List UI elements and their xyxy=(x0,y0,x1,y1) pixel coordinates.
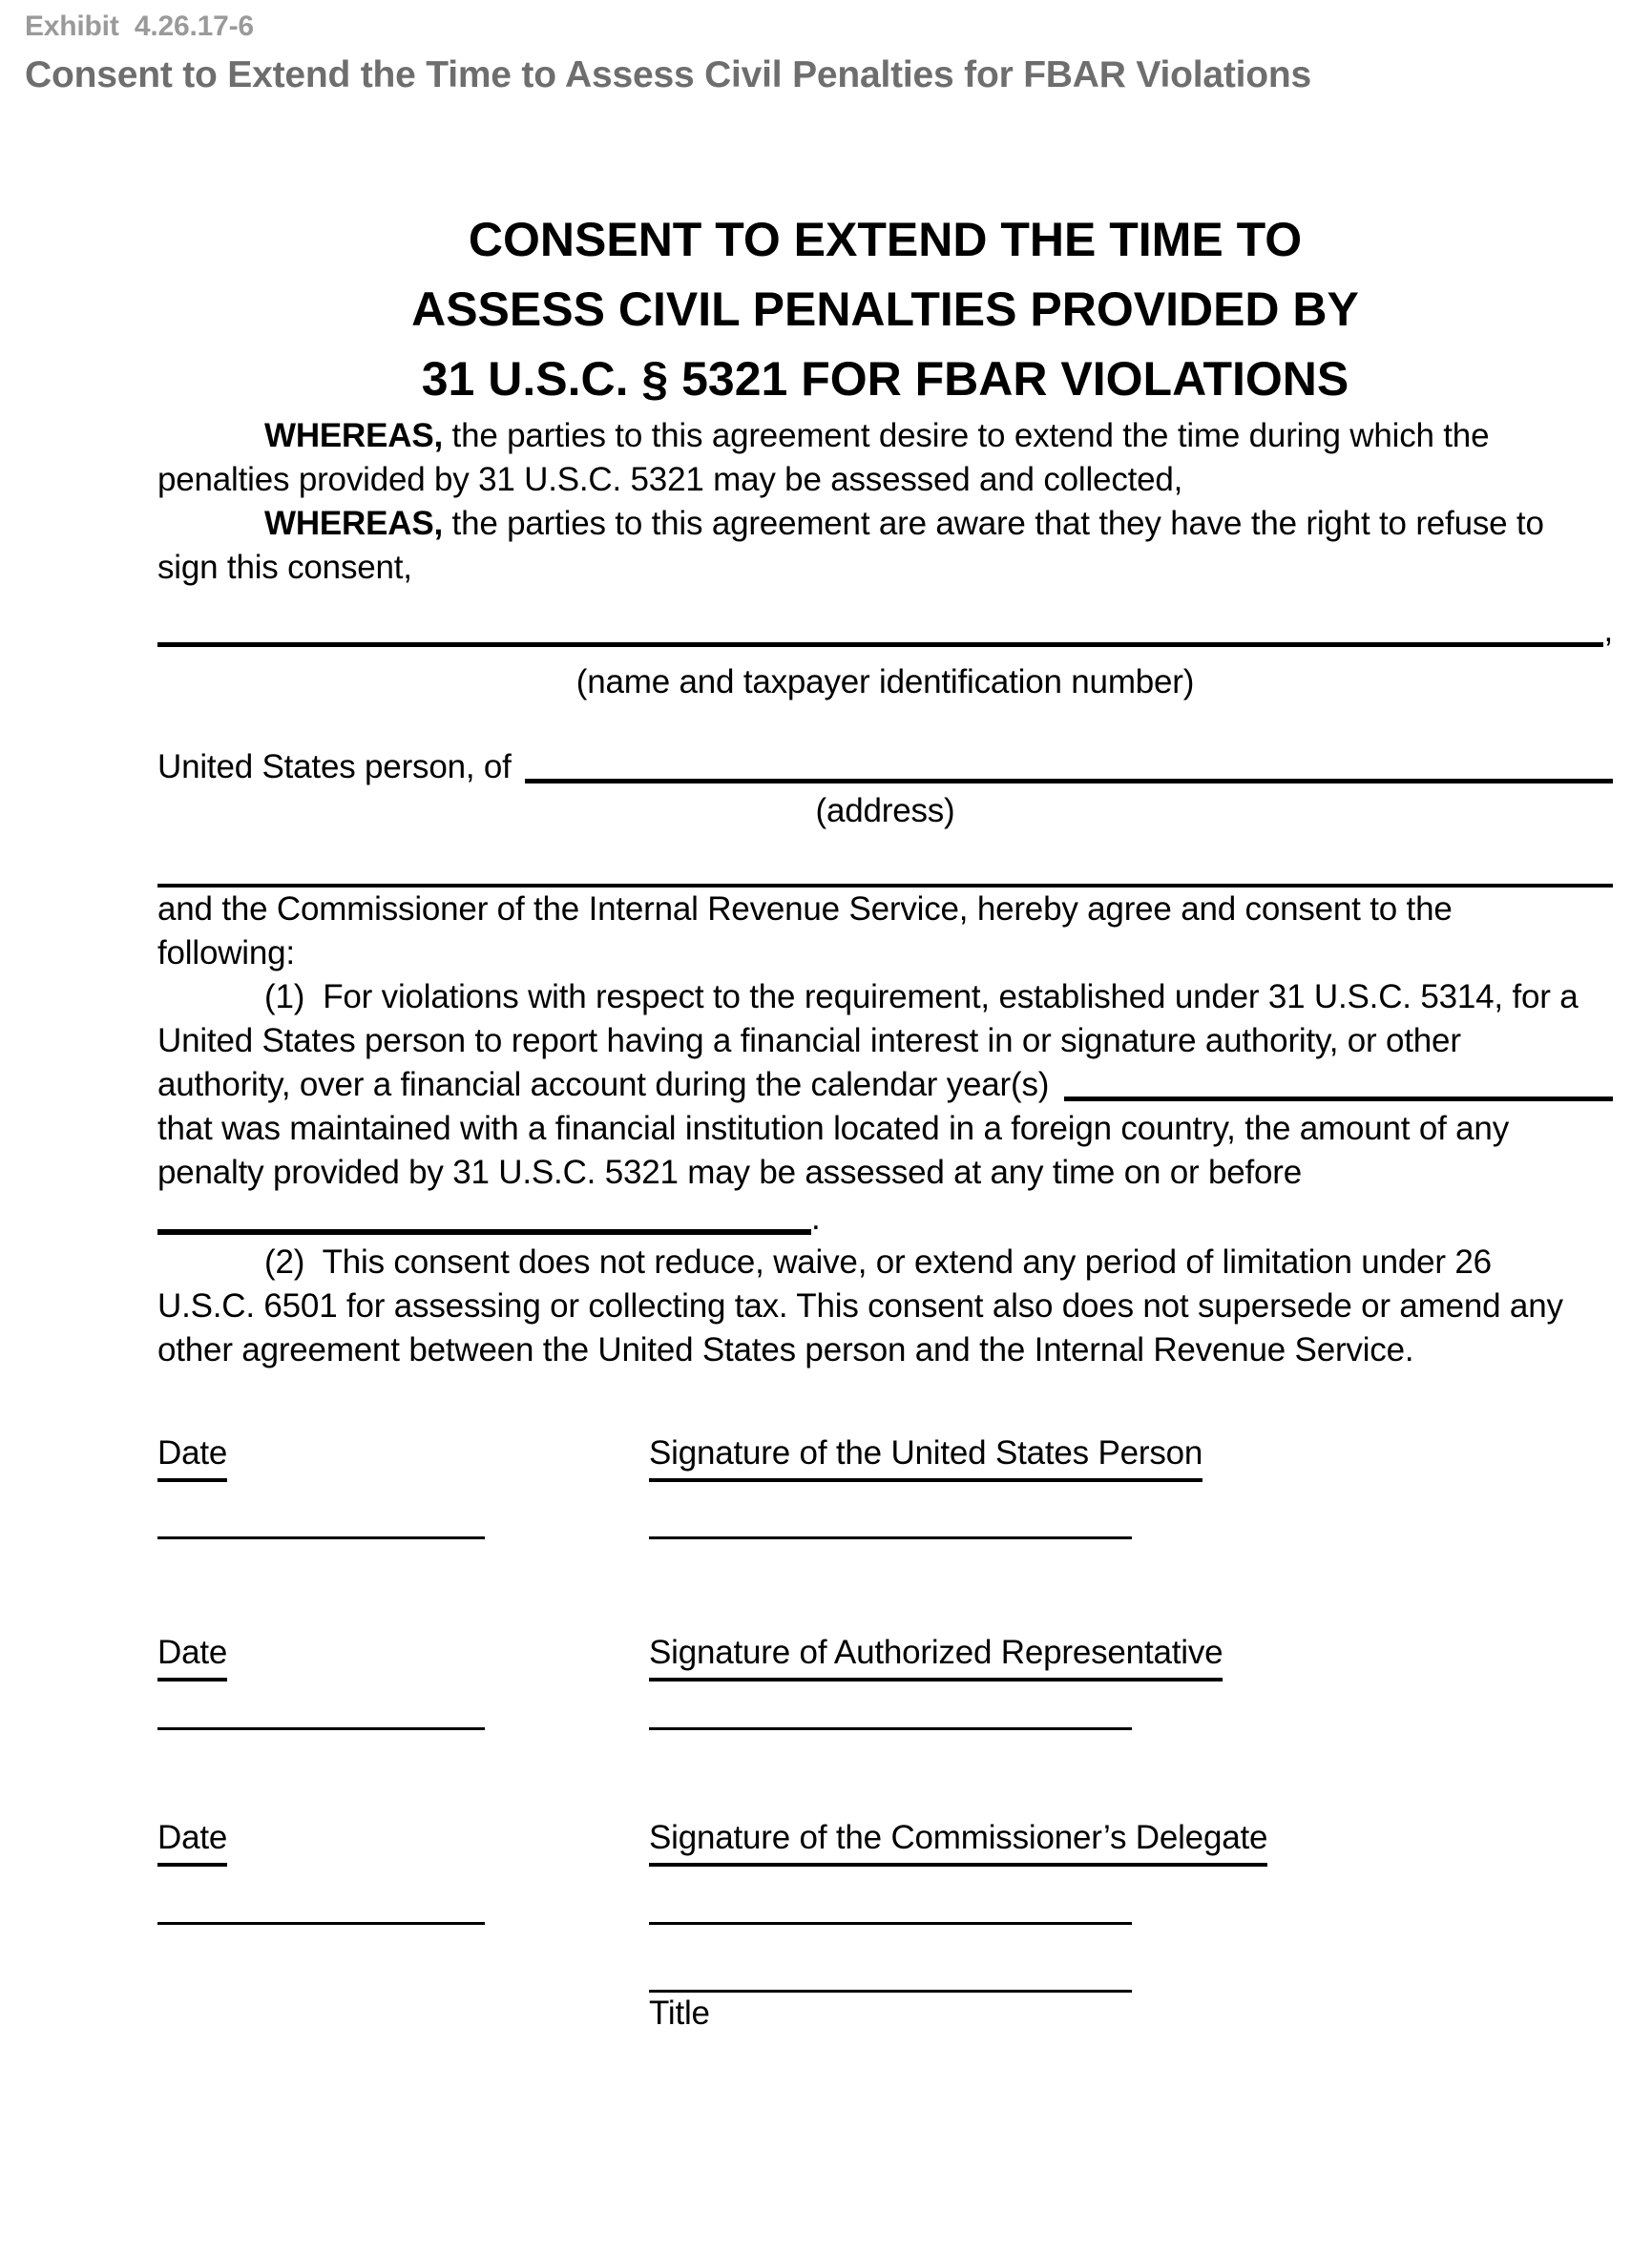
document-title-line-2: ASSESS CIVIL PENALTIES PROVIDED BY xyxy=(411,282,1359,336)
document-title-line-1: CONSENT TO EXTEND THE TIME TO xyxy=(468,213,1303,266)
signature-heading-row-3 xyxy=(157,1816,1613,1867)
signature-heading-1: Signature of the United States Person xyxy=(649,1431,1202,1482)
agreement-line-2: following: xyxy=(157,934,295,971)
commissioner-title-row xyxy=(649,1990,1613,1993)
agreement-line-1: and the Commissioner of the Internal Revenue Service, hereby agree and consent to the xyxy=(157,890,1453,928)
name-field-row xyxy=(157,609,1613,653)
whereas-1-text: the parties to this agreement desire to extend the time during which the xyxy=(443,417,1490,454)
assessment-deadline-field-line[interactable] xyxy=(157,1229,811,1235)
paragraph-item-1 xyxy=(157,975,1613,1195)
address-field-label: United States person, of xyxy=(157,748,512,785)
name-field-line[interactable] xyxy=(157,642,1603,647)
document-title xyxy=(157,205,1613,414)
name-field-caption: (name and taxpayer identification number) xyxy=(575,663,1195,700)
exhibit-title: Consent to Extend the Time to Assess Civil Penalties for FBAR Violations xyxy=(25,54,1311,95)
paragraph-whereas-2 xyxy=(157,502,1613,590)
document-body xyxy=(157,205,1613,2033)
signature-field-line-2[interactable] xyxy=(649,1727,1132,1730)
item-2-line-2: U.S.C. 6501 for assessing or collecting tax. This consent also does not supersede or amend any xyxy=(157,1287,1563,1325)
item-2-line-3: other agreement between the United States person and the Internal Revenue Service. xyxy=(157,1331,1414,1368)
page-header xyxy=(0,0,1652,97)
paragraph-whereas-1 xyxy=(157,414,1613,502)
signature-heading-row-1 xyxy=(157,1431,1613,1482)
commissioner-title-field-line[interactable] xyxy=(649,1990,1132,1993)
whereas-1-line-2: penalties provided by 31 U.S.C. 5321 may be assessed and collected, xyxy=(157,461,1183,498)
whereas-2-lead: WHEREAS, xyxy=(264,505,444,542)
date-heading-3: Date xyxy=(157,1816,227,1867)
signature-field-line-1[interactable] xyxy=(649,1536,1132,1539)
signature-heading-row-2 xyxy=(157,1631,1613,1682)
signature-field-line-3[interactable] xyxy=(649,1922,1132,1925)
item-2-line-1: (2) This consent does not reduce, waive, or extend any period of limitation under 26 xyxy=(264,1243,1492,1281)
item-1-line-5: penalty provided by 31 U.S.C. 5321 may be assessed at any time on or before xyxy=(157,1154,1303,1191)
address-field-line[interactable] xyxy=(525,779,1613,783)
whereas-2-text: the parties to this agreement are aware that they have the right to refuse to xyxy=(443,505,1544,542)
paragraph-agreement xyxy=(157,888,1613,975)
deadline-field-row xyxy=(157,1197,1613,1241)
calendar-years-field-line[interactable] xyxy=(1064,1097,1613,1101)
signature-heading-2: Signature of Authorized Representative xyxy=(649,1631,1223,1682)
address-field-row xyxy=(157,745,1613,789)
exhibit-number: Exhibit 4.26.17-6 xyxy=(25,10,254,42)
paragraph-item-2 xyxy=(157,1241,1613,1372)
whereas-1-lead: WHEREAS, xyxy=(264,417,444,454)
date-field-line-3[interactable] xyxy=(157,1922,485,1925)
date-heading-2: Date xyxy=(157,1631,227,1682)
name-field-suffix: , xyxy=(1603,612,1613,649)
signature-heading-3: Signature of the Commissioner’s Delegate xyxy=(649,1816,1267,1867)
whereas-2-line-2: sign this consent, xyxy=(157,549,412,586)
item-1-line-1: (1) For violations with respect to the requirement, established under 31 U.S.C. 5314, for a xyxy=(264,978,1579,1015)
item-1-line-4: that was maintained with a financial institution located in a foreign country, the amount of any xyxy=(157,1110,1509,1147)
date-heading-1: Date xyxy=(157,1431,227,1482)
date-field-line-1[interactable] xyxy=(157,1536,485,1539)
item-1-line-3-row xyxy=(157,1063,1613,1107)
signature-blank-row-2 xyxy=(157,1727,1613,1730)
date-field-line-2[interactable] xyxy=(157,1727,485,1730)
signature-blank-row-1 xyxy=(157,1536,1613,1539)
item-1-line-2: United States person to report having a financial interest in or signature authority, or other xyxy=(157,1022,1461,1059)
item-1-line-3: authority, over a financial account during the calendar year(s) xyxy=(157,1066,1050,1103)
signature-blank-row-3 xyxy=(157,1922,1613,1925)
title-label: Title xyxy=(649,1995,710,2032)
address-field-caption: (address) xyxy=(815,792,955,829)
document-title-line-3: 31 U.S.C. § 5321 FOR FBAR VIOLATIONS xyxy=(421,352,1349,406)
deadline-field-suffix: . xyxy=(811,1200,821,1237)
